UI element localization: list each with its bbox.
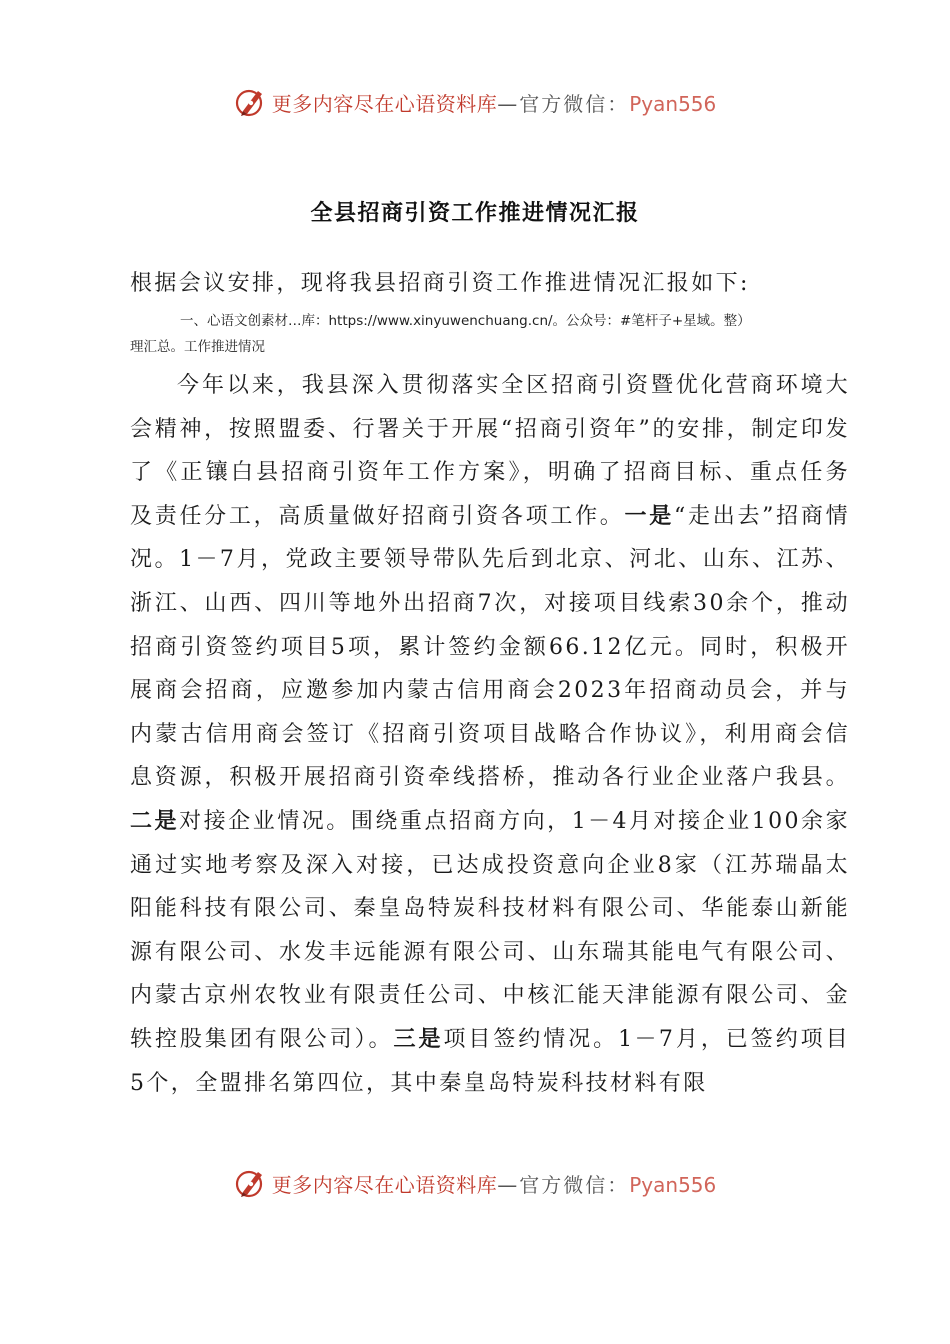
watermark-note [130, 308, 850, 360]
lead-two: 二是 [130, 807, 180, 834]
pen-logo-icon [234, 1166, 268, 1200]
lead-three: 三是 [393, 1025, 444, 1052]
body-text-2: “走出去”招商情况。1－7月，党政主要领导带队先后到北京、河北、山东、江苏、浙江、山西、四川等地外出招商7次，对接项目线索30余个，推动招商引资签约项目5项，累计签约金额66.12亿元。同时，积极开展商会招商，应邀参加内蒙古信用商会2023年招商动员会，并与内蒙古信用商会签订《招商引资项目战略合作协议》，利用商会信息资源，积极开展招商引资牵线搭桥，推动各行业企业落户我县。 [130, 503, 850, 791]
banner-main-text: 更多内容尽在心语资料库 [271, 91, 498, 116]
pen-logo-icon [234, 85, 268, 119]
header-banner [0, 82, 950, 122]
banner-official-text: —官方微信： [497, 91, 630, 116]
page-title: 全县招商引资工作推进情况汇报 [310, 200, 640, 226]
body-paragraph [130, 364, 850, 1105]
note-line-2: 理汇总。工作推进情况 [130, 339, 265, 355]
banner-wechat-id: Pyan556 [629, 1172, 717, 1197]
intro-line: 根据会议安排，现将我县招商引资工作推进情况汇报如下: [130, 271, 750, 296]
body-text-3: 对接企业情况。围绕重点招商方向，1－4月对接企业100余家通过实地考察及深入对接，已达成投资意向企业8家（江苏瑞晶太阳能科技有限公司、秦皇岛特炭科技材料有限公司、华能泰山新能源有限公司、水发丰远能源有限公司、山东瑞其能电气有限公司、内蒙古京州农牧业有限责任公司、中核汇能天津能源有限公司、金轶控股集团有限公司）。 [130, 808, 850, 1052]
banner-text [272, 88, 717, 117]
footer-banner [0, 1163, 950, 1203]
body-text-1: 今年以来，我县深入贯彻落实全区招商引资暨优化营商环境大会精神，按照盟委、行署关于开展“招商引资年”的安排，制定印发了《正镶白县招商引资年工作方案》，明确了招商目标、重点任务及责任分工，高质量做好招商引资各项工作。 [130, 373, 850, 529]
banner-wechat-id: Pyan556 [629, 91, 717, 116]
lead-one: 一是 [624, 502, 675, 529]
banner-official-text: —官方微信： [497, 1172, 630, 1197]
body-text-4: 项目签约情况。1－7月，已签约项目5个，全盟排名第四位，其中秦皇岛特炭科技材料有限 [130, 1026, 851, 1096]
banner-text [272, 1169, 717, 1198]
note-line-1: 一、心语文创素材…库：https://www.xinyuwenchuang.cn/。公众号：#笔杆子+星域。整） [180, 313, 751, 329]
banner-main-text: 更多内容尽在心语资料库 [271, 1172, 498, 1197]
